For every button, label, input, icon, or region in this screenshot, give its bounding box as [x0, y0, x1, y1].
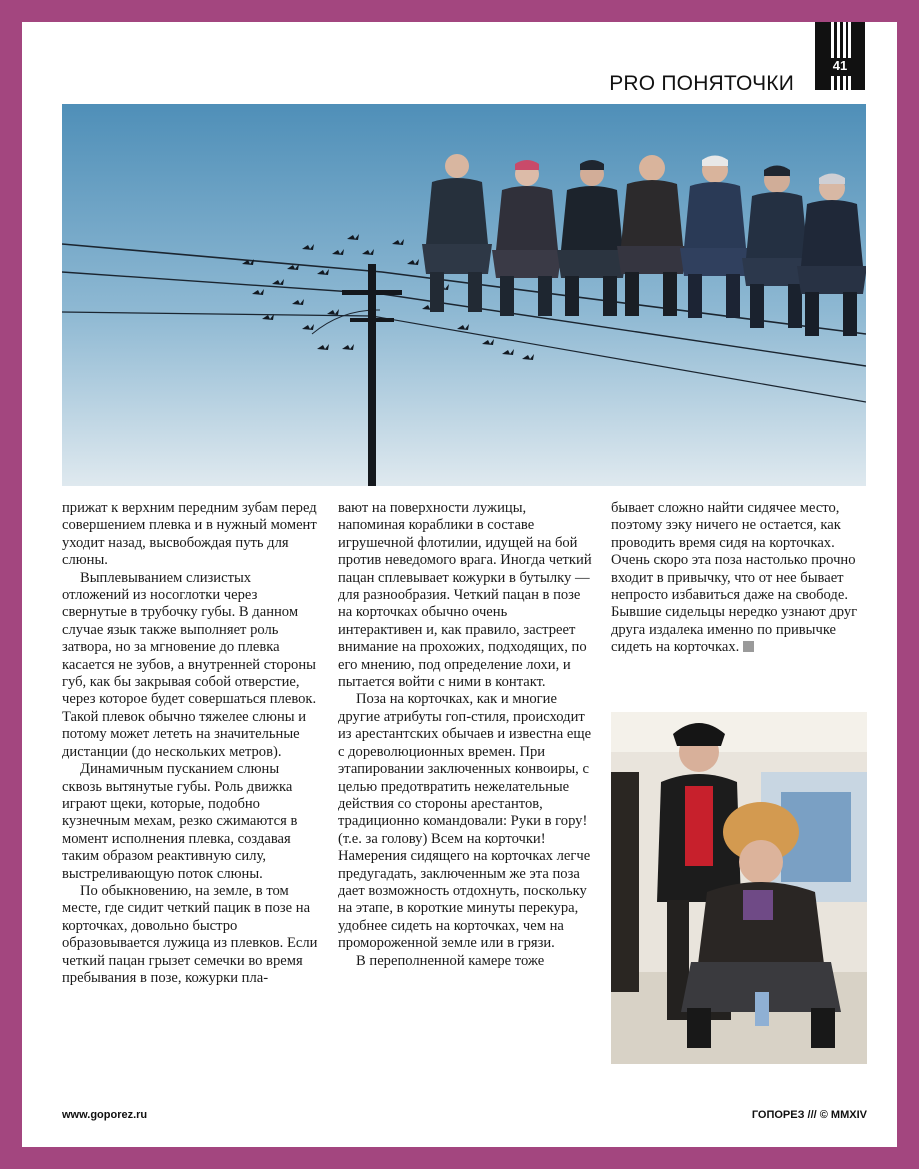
paragraph: Выплевыванием слизистых отложений из носоглотки через свернутые в трубочку губы. В данном случае язык также выполняет роль затвора, но за мгновение до плевка касается не зубов, а внутренней стороны губ, как бы закрывая собой отверстие, через которое будет совершаться плевок. Такой плевок обычно тяжелее слюны и потому может лететь на значительные дистанции (до нескольких метров).	[62, 569, 317, 760]
page-number: 41	[832, 58, 848, 73]
tab-stripes	[831, 22, 851, 58]
paragraph: вают на поверхности лужицы, напоминая кораблики в составе игрушечной флотилии, идущей на бой против неведомого врага. Иногда четкий пацан сплевывает кожурки в бутылку — для разнообразия. Четкий пацан в позе на корточках обычно очень интерактивен и, как правило, застреет внимание на прохожих, подходящих, по его мнению, под определение лохи, и пытается войти с ними в контакт.	[338, 500, 592, 691]
magazine-page	[22, 22, 897, 1147]
hero-photo	[62, 104, 866, 486]
paragraph: В переполненной камере тоже	[356, 952, 545, 969]
footer-website: www.goporez.ru	[62, 1109, 148, 1121]
end-of-article-mark	[743, 641, 754, 652]
text-column-3	[611, 500, 869, 657]
text-column-1	[62, 500, 320, 987]
paragraph-text: бывает сложно найти сидячее место, поэтому зэку ничего не остается, как проводить время сидя на корточках. Очень скоро эта поза настолько прочно входит в привычку, что от нее бывает непросто избавиться даже на свободе. Бывшие сидельцы нередко узнают друг друга издалека именно по привычке сидеть на корточках.	[611, 500, 858, 656]
paragraph	[611, 500, 869, 657]
section-title: PRO ПОНЯТОЧКИ	[609, 72, 794, 95]
paragraph: прижат к верхним передним зубам перед совершением плевка и в нужный момент уходит назад, высвобождая путь для слюны.	[62, 500, 317, 569]
paragraph: По обыкновению, на земле, в том месте, где сидит четкий пацик в позе на корточках, довольно быстро образовывается лужица из плевков. Если четкий пацан грызет семечки во время пребывания в позе, кожурки пла-	[62, 882, 318, 986]
paragraph: Поза на корточках, как и многие другие атрибуты гоп-стиля, происходит из арестантских обычаев и известна еще с дореволюционных времен. При этапировании заключенных конвоиры, с целью предотвратить нежелательные действия со стороны арестантов, традиционно командовали: Руки в гору! (т.е. за голову) Всем на корточки! Намерения сидящего на корточках легче предугадать, заключенным же эта поза дает возможность отдохнуть, поскольку на этапе, в короткие минуты перекура, удобнее сидеть на корточках, чем на промороженной земле или в грязи.	[338, 691, 592, 952]
paragraph: Динамичным пусканием слюны сквозь вытянутые губы. Роль движка играют щеки, которые, подобно кузнечным мехам, резко сжимаются в момент исполнения плевка, создавая таким образом реактивную силу, выстреливающую поток слюны.	[62, 761, 298, 882]
text-column-2	[338, 500, 594, 970]
tab-stripes-bottom	[831, 76, 851, 90]
page-number-tab	[815, 22, 865, 90]
secondary-photo	[611, 712, 867, 1064]
footer-imprint: ГОПОРЕЗ /// © MMXIV	[751, 1109, 867, 1121]
